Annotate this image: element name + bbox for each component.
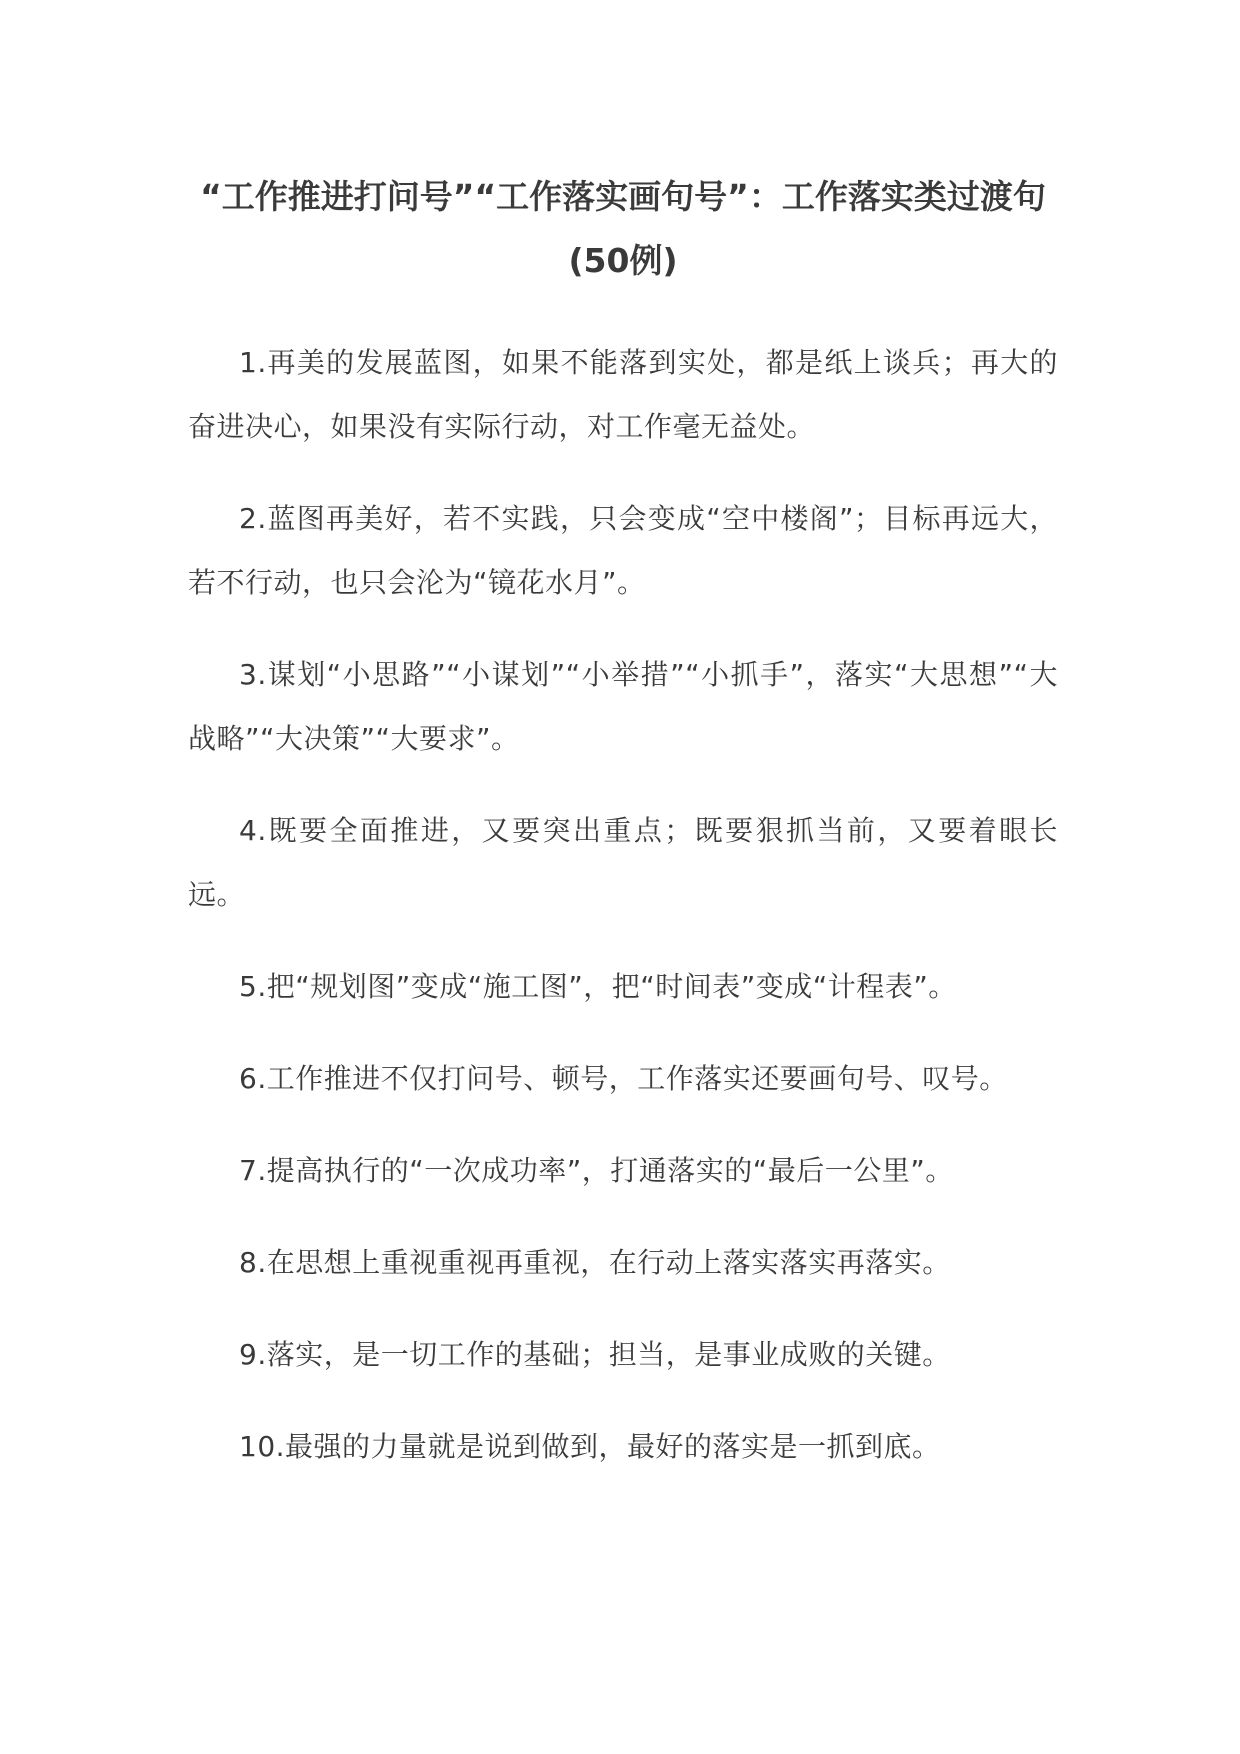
list-item: 1.再美的发展蓝图，如果不能落到实处，都是纸上谈兵；再大的奋进决心，如果没有实际行动，对工作毫无益处。 [188, 346, 1058, 443]
document-page [188, 165, 1058, 1507]
list-item: 7.提高执行的“一次成功率”，打通落实的“最后一公里”。 [239, 1154, 954, 1187]
list-item: 2.蓝图再美好，若不实践，只会变成“空中楼阁”；目标再远大，若不行动，也只会沦为“镜花水月”。 [188, 502, 1058, 599]
document-title: “工作推进打问号”“工作落实画句号”：工作落实类过渡句(50例) [200, 177, 1046, 280]
list-item: 6.工作推进不仅打问号、顿号，工作落实还要画句号、叹号。 [239, 1062, 1008, 1095]
list-item: 4.既要全面推进，又要突出重点；既要狠抓当前，又要着眼长远。 [188, 814, 1058, 911]
list-item: 5.把“规划图”变成“施工图”，把“时间表”变成“计程表”。 [239, 970, 957, 1003]
list-item: 10.最强的力量就是说到做到，最好的落实是一抓到底。 [239, 1430, 941, 1463]
list-item: 9.落实，是一切工作的基础；担当，是事业成败的关键。 [239, 1338, 951, 1371]
list-item: 8.在思想上重视重视再重视，在行动上落实落实再落实。 [239, 1246, 951, 1279]
list-item: 3.谋划“小思路”“小谋划”“小举措”“小抓手”，落实“大思想”“大战略”“大决策”“大要求”。 [188, 658, 1058, 755]
